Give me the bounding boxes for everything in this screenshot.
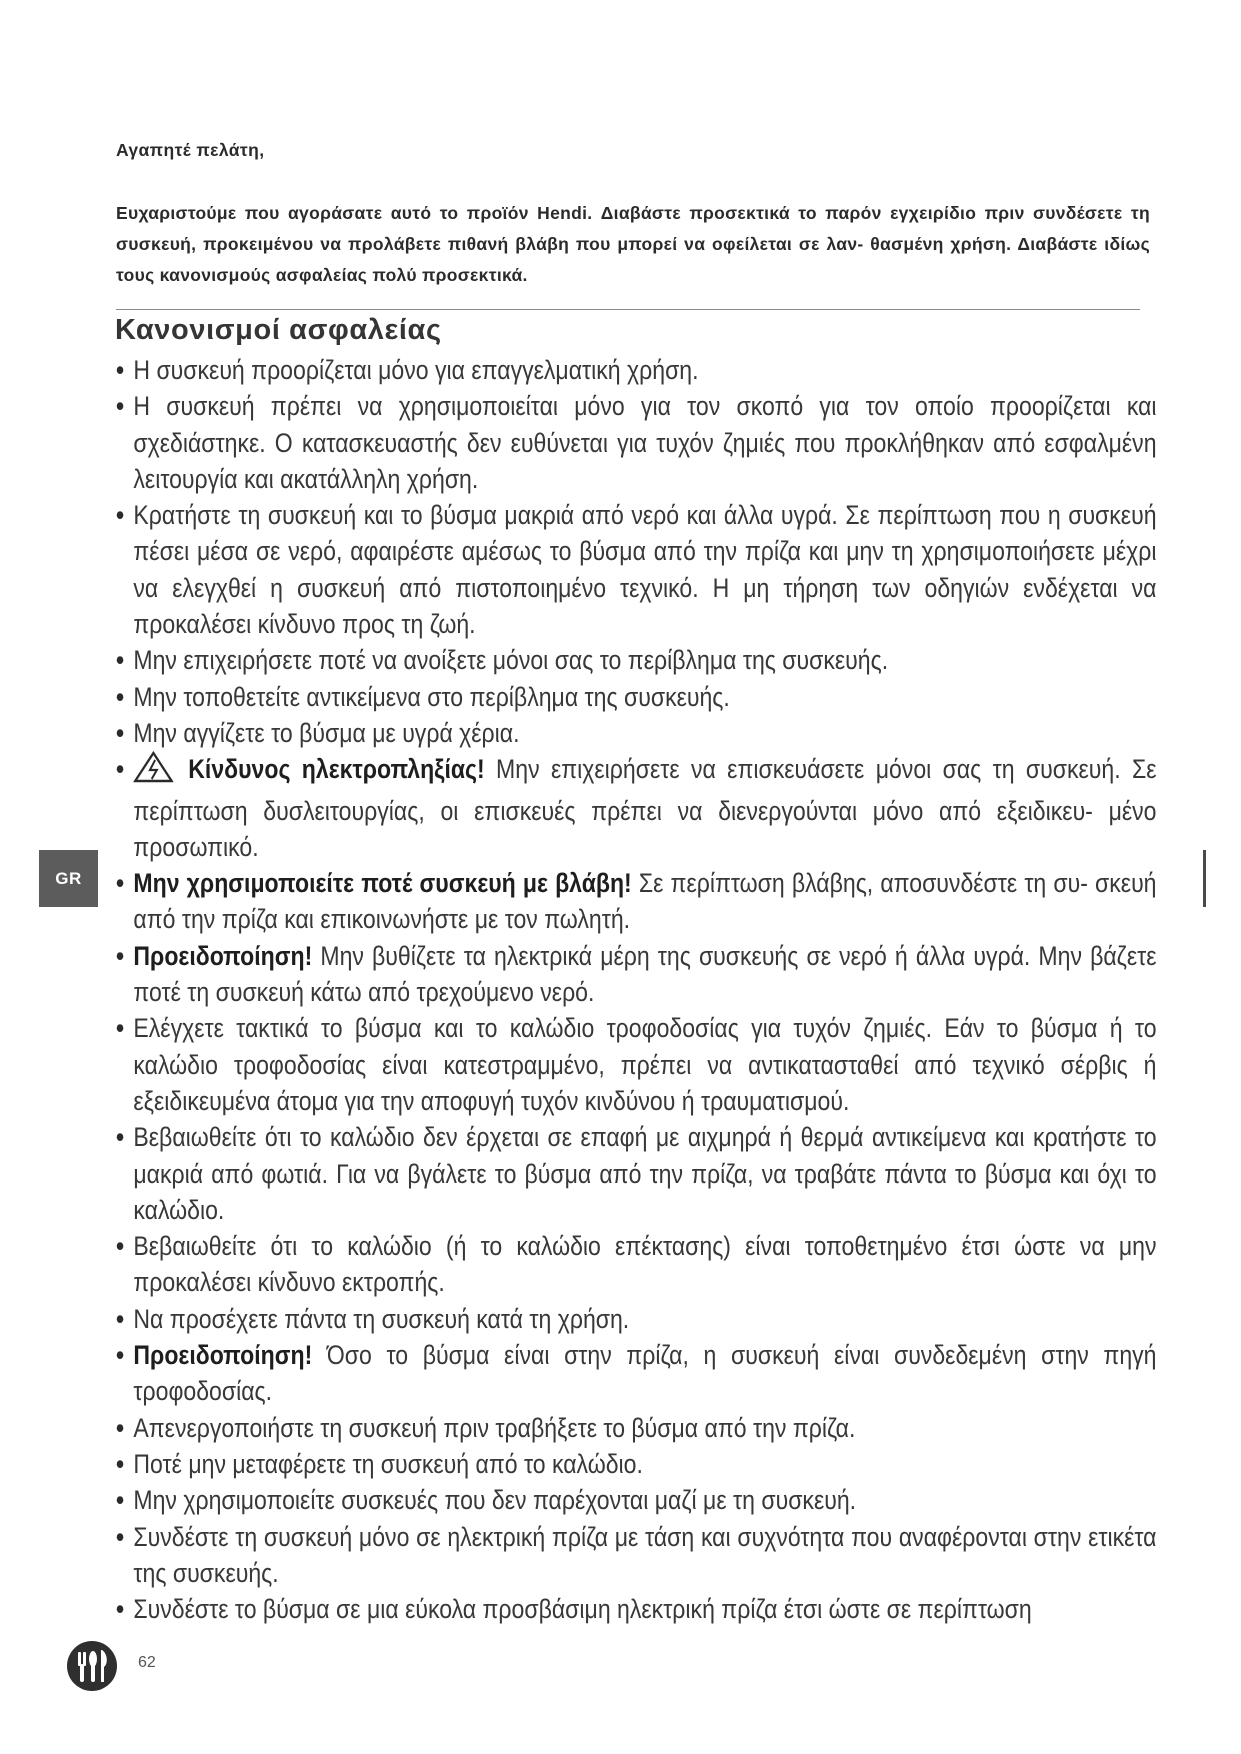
rule-lead: Προειδοποίηση! <box>133 940 313 971</box>
bullet: • <box>116 717 125 748</box>
bullet: • <box>116 754 125 785</box>
safety-rule <box>116 1446 1157 1482</box>
rule-text: Μην επιχειρήσετε να επισκευάσετε μόνοι σας τη συσκευή. Σε περίπτωση δυσλειτουργίας, οι επισκευές πρέπει να διενεργούνται μόνο από εξειδικευ- μένο προσωπικό. <box>133 754 1157 862</box>
rule-lead: Κίνδυνος ηλεκτροπληξίας! <box>188 754 485 785</box>
bullet: • <box>116 500 125 531</box>
intro-paragraph: Ευχαριστούμε που αγοράσατε αυτό το προϊόν Hendi. Διαβάστε προσεκτικά το παρόν εγχειρίδιο πριν συνδέσετε τη συσκευή, προκειμένου να προλάβετε πιθανή βλάβη που μπορεί να οφείλεται σε λαν- θασμένη χρήση. Διαβάστε ιδίως τους κανονισμούς ασφαλείας πολύ προσεκτικά. <box>116 203 1150 285</box>
bullet: • <box>116 1303 125 1334</box>
safety-rule <box>116 497 1157 642</box>
page-number: 62 <box>138 1654 156 1671</box>
electric-hazard-warning-icon <box>133 751 173 792</box>
safety-rule <box>116 715 1157 751</box>
rule-text: Όσο το βύσμα είναι στην πρίζα, η συσκευή είναι συνδεδεμένη στην πηγή τροφοδοσίας. <box>133 1340 1157 1407</box>
rule-text: Κρατήστε τη συσκευή και το βύσμα μακριά από νερό και άλλα υγρά. Σε περίπτωση που η συσκευή πέσει μέσα σε νερό, αφαιρέστε αμέσως το βύσμα από την πρίζα και μην τη χρησιμοποιήσετε μέχρι να ελεγχθεί η συσκευή από πιστοποιημένο τεχνικό. Η μη τήρηση των οδηγιών ενδέχεται να προκαλέσει κίνδυνο προς τη ζωή. <box>133 500 1157 640</box>
safety-rule <box>116 642 1157 678</box>
margin-marker <box>1203 850 1206 907</box>
safety-rule <box>116 679 1157 715</box>
safety-rule <box>116 388 1157 497</box>
safety-rule <box>116 1010 1157 1119</box>
safety-rule <box>116 1301 1157 1337</box>
bullet: • <box>116 868 125 899</box>
rule-text: Ελέγχετε τακτικά το βύσμα και το καλώδιο τροφοδοσίας για τυχόν ζημιές. Εάν το βύσμα ή το καλώδιο τροφοδοσίας είναι κατεστραμμένο, πρέπει να αντικατασταθεί από τεχνικό σέρβις ή εξειδικευμένα άτομα για την αποφυγή τυχόν κινδύνου ή τραυματισμού. <box>133 1013 1157 1116</box>
divider <box>116 309 1140 310</box>
bullet: • <box>116 1594 125 1625</box>
safety-rule <box>116 751 1157 865</box>
rule-text: Μην επιχειρήσετε ποτέ να ανοίξετε μόνοι σας το περίβλημα της συσκευής. <box>133 645 889 676</box>
bullet: • <box>116 391 125 422</box>
rule-text: Μην χρησιμοποιείτε συσκευές που δεν παρέχονται μαζί με τη συσκευή. <box>133 1485 857 1516</box>
bullet: • <box>116 645 125 676</box>
safety-rule <box>116 1591 1157 1627</box>
greeting: Αγαπητέ πελάτη, <box>116 140 265 160</box>
rule-text: Η συσκευή προορίζεται μόνο για επαγγελματική χρήση. <box>133 355 699 385</box>
hendi-cutlery-logo-icon <box>66 1640 118 1692</box>
bullet: • <box>116 1013 125 1044</box>
bullet: • <box>116 1521 125 1552</box>
rule-text: Σε περίπτωση βλάβης, αποσυνδέστε τη συ- σκευή από την πρίζα και επικοινωνήστε με τον πωλητή. <box>133 868 1157 935</box>
rule-text: Μην αγγίζετε το βύσμα με υγρά χέρια. <box>133 717 520 748</box>
bullet: • <box>116 355 125 385</box>
bullet: • <box>116 940 125 971</box>
rule-text: Μην βυθίζετε τα ηλεκτρικά μέρη της συσκευής σε νερό ή άλλα υγρά. Μην βάζετε ποτέ τη συσκευή κάτω από τρεχούμενο νερό. <box>133 940 1157 1008</box>
rule-text: Απενεργοποιήστε τη συσκευή πριν τραβήξετε το βύσμα από την πρίζα. <box>133 1412 856 1443</box>
rule-text: Βεβαιωθείτε ότι το καλώδιο (ή το καλώδιο επέκτασης) είναι τοποθετημένο έτσι ώστε να μην προκαλέσει κίνδυνο εκτροπής. <box>133 1231 1157 1298</box>
safety-rule <box>116 352 1157 388</box>
rule-lead: Μην χρησιμοποιείτε ποτέ συσκευή με βλάβη! <box>133 868 632 899</box>
rule-text: Ποτέ μην μεταφέρετε τη συσκευή από το καλώδιο. <box>133 1448 643 1479</box>
language-tab: GR <box>39 850 98 907</box>
safety-rule <box>116 1337 1157 1410</box>
safety-rule <box>116 1482 1157 1518</box>
rule-text: Η συσκευή πρέπει να χρησιμοποιείται μόνο για τον σκοπό για τον οποίο προορίζεται και σχεδιάστηκε. Ο κατασκευαστής δεν ευθύνεται για τυχόν ζημιές που προκλήθηκαν από εσφαλμένη λειτουργία και ακατάλληλη χρήση. <box>133 391 1157 494</box>
bullet: • <box>116 1231 125 1262</box>
section-title: Κανονισμοί ασφαλείας <box>115 314 442 346</box>
safety-rule <box>116 938 1157 1011</box>
rule-lead: Προειδοποίηση! <box>133 1340 313 1371</box>
bullet: • <box>116 1340 125 1371</box>
safety-rule <box>116 1519 1157 1592</box>
rule-text: Συνδέστε το βύσμα σε μια εύκολα προσβάσιμη ηλεκτρική πρίζα έτσι ώστε σε περίπτωση <box>133 1594 1032 1625</box>
rule-text: Μην τοποθετείτε αντικείμενα στο περίβλημα της συσκευής. <box>133 681 730 712</box>
bullet: • <box>116 681 125 712</box>
rule-text: Βεβαιωθείτε ότι το καλώδιο δεν έρχεται σε επαφή με αιχμηρά ή θερμά αντικείμενα και κρατήστε το μακριά από φωτιά. Για να βγάλετε το βύσμα από την πρίζα, να τραβάτε πάντα το βύσμα και όχι το καλώδιο. <box>133 1122 1157 1225</box>
safety-rule <box>116 1410 1157 1446</box>
bullet: • <box>116 1448 125 1479</box>
safety-rule <box>116 865 1157 938</box>
safety-rules-list <box>116 352 1157 1627</box>
safety-rule <box>116 1228 1157 1301</box>
bullet: • <box>116 1485 125 1516</box>
bullet: • <box>116 1412 125 1443</box>
rule-text: Συνδέστε τη συσκευή μόνο σε ηλεκτρική πρίζα με τάση και συχνότητα που αναφέρονται στην ετικέτα της συσκευής. <box>133 1521 1157 1588</box>
safety-rule <box>116 1119 1157 1228</box>
bullet: • <box>116 1122 125 1153</box>
rule-text: Να προσέχετε πάντα τη συσκευή κατά τη χρήση. <box>133 1303 630 1334</box>
